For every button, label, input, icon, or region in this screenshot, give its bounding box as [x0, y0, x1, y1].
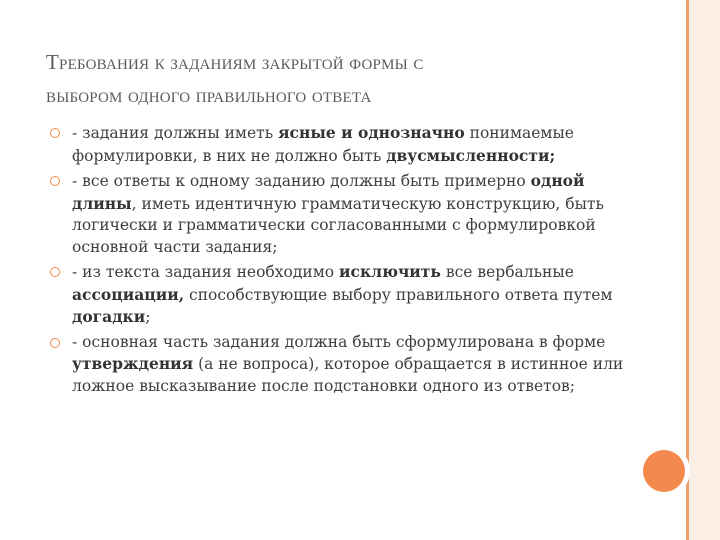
decorative-circle — [643, 450, 685, 492]
text-run: ; — [145, 308, 151, 326]
slide-title — [46, 46, 646, 112]
text-run: - из текста задания необходимо — [72, 263, 340, 281]
emphasis-text: ассоциации, — [72, 284, 185, 304]
bullet-list — [50, 122, 630, 400]
decorative-side-band — [688, 0, 720, 540]
text-run: понимаемые формулировки, в них не должно быть — [72, 124, 574, 165]
bullet-marker-icon — [50, 338, 60, 348]
bullet-marker-icon — [50, 267, 60, 277]
text-run: все вербальные — [440, 263, 574, 281]
emphasis-text: одной длины — [72, 171, 585, 213]
text-run: - все ответы к одному заданию должны быть примерно — [72, 172, 531, 190]
text-run: - основная часть задания должна быть сформулирована в форме — [72, 332, 606, 351]
emphasis-text: ясные и однозначно — [278, 123, 465, 142]
slide-title-line-2: выбором одного правильного ответа — [46, 83, 372, 107]
emphasis-text: исключить — [339, 262, 441, 281]
text-run: - задания должны иметь — [72, 124, 279, 142]
slide-title-line-1: Требования к заданиям закрытой формы с — [46, 50, 424, 74]
text-run: способствующие выбору правильного ответа путем — [184, 285, 613, 304]
bullet-text — [72, 124, 574, 165]
bullet-text — [72, 172, 604, 256]
bullet-text — [72, 263, 613, 326]
text-run: (а не вопроса), которое обращается в истинное или ложное высказывание после подстановки одного из ответов; — [72, 355, 624, 395]
bullet-marker-icon — [50, 128, 60, 138]
bullet-text — [72, 333, 623, 395]
emphasis-text: двусмысленности; — [386, 145, 556, 165]
emphasis-text: утверждения — [72, 354, 194, 373]
bullet-item — [50, 261, 630, 329]
bullet-marker-icon — [50, 176, 60, 186]
bullet-item — [50, 122, 630, 167]
emphasis-text: догадки — [72, 307, 146, 326]
text-run: , иметь идентичную грамматическую конструкцию, быть логически и грамматически согласованными с формулировкой основной части задания; — [72, 194, 604, 256]
bullet-item — [50, 332, 630, 398]
bullet-item — [50, 170, 630, 258]
